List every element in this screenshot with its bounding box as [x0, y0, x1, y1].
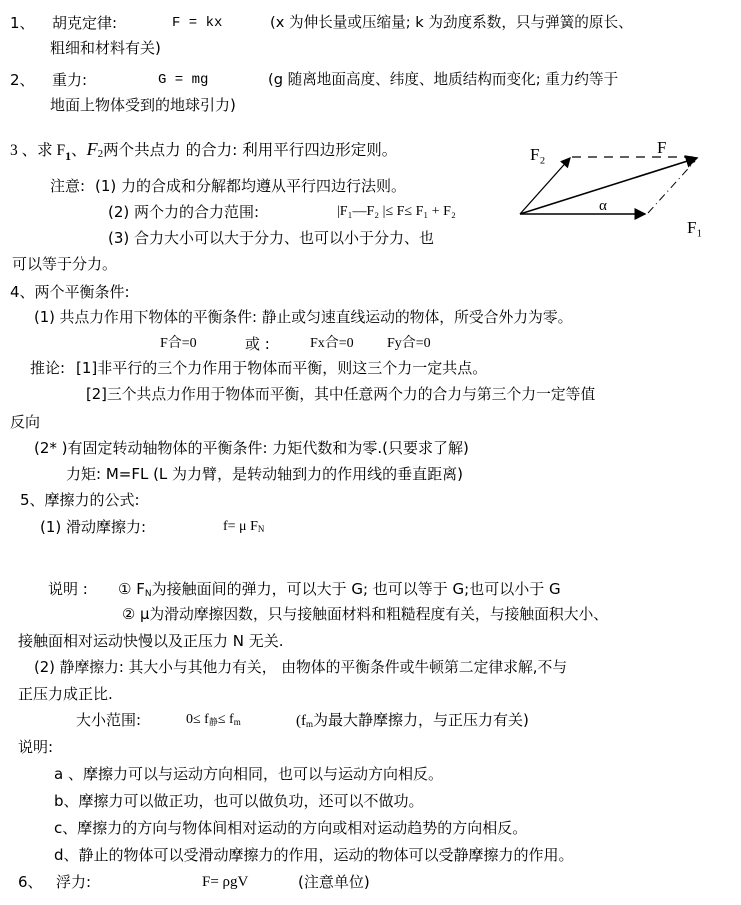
section-title: 胡克定律: [52, 14, 118, 32]
section-number: 1、 [10, 14, 35, 32]
condition-2: (2* )有固定转动轴物体的平衡条件: 力矩代数和为零.(只要求了解) [34, 439, 469, 457]
note-3: (3) 合力大小可以大于分力、也可以小于分力、也 [108, 229, 435, 247]
equation-y: Fy合=0 [387, 336, 431, 351]
formula-note-cont: 粗细和材料有关) [50, 39, 161, 57]
note-item: c、摩擦力的方向与物体间相对运动的方向或相对运动趋势的方向相反。 [54, 819, 528, 837]
section-title: 4、两个平衡条件: [10, 283, 130, 301]
explain-2-cont: 接触面相对运动快慢以及正压力 N 无关. [18, 632, 284, 650]
notes-label: 说明: [18, 738, 54, 756]
parallelogram-diagram [500, 125, 741, 255]
condition-1: (1) 共点力作用下物体的平衡条件: 静止或匀速直线运动的物体，所受合外力为零。 [34, 309, 573, 326]
formula: F = kx [172, 15, 223, 31]
moment-definition: 力矩: M=FL (L 为力臂，是转动轴到力的作用线的垂直距离) [66, 465, 463, 483]
explain-2: ② μ为滑动摩擦因数，只与接触面材料和粗糙程度有关，与接触面积大小、 [122, 606, 609, 623]
equation-sum: F合=0 [160, 336, 197, 351]
note-label: 注意: [50, 177, 86, 195]
formula: F= ρgV [202, 874, 249, 890]
range-note: ($f_m$为最大静摩擦力，与正压力有关) [296, 711, 529, 729]
equation-or: 或 : [245, 335, 270, 353]
section-number: 2、 [10, 71, 35, 89]
corollary-2: [2]三个共点力作用于物体而平衡，其中任意两个力的合力与第三个力一定等值 [86, 386, 596, 403]
label-f: F [657, 138, 667, 157]
explain-1: ① $F_N$为接触面间的弹力，可以大于 G; 也可以等于 G;也可以小于 G [118, 580, 561, 599]
formula-note: (注意单位) [298, 873, 370, 891]
static-friction: (2) 静摩擦力: 其大小与其他力有关， 由物体的平衡条件或牛顿第二定律求解,不与 [34, 659, 568, 676]
note-3-cont: 可以等于分力。 [12, 255, 118, 273]
corollary-2-cont: 反向 [10, 413, 41, 431]
range-formula: $0\le f_静\le f_m$ [186, 712, 241, 727]
explain-label: 说明 : [48, 580, 88, 598]
formula: G = mg [158, 72, 209, 88]
equation-x: Fx合=0 [310, 336, 354, 351]
section-title: 5、摩擦力的公式: [20, 491, 140, 509]
section-title: 重力: [52, 71, 88, 89]
label-f1: F₁ [687, 218, 703, 237]
kinetic-friction-formula: f= μ $F_N$ [223, 519, 265, 534]
section-title: 3 、求 $F_1$、$F_2$两个共点力 的合力: 利用平行四边形定则。 [10, 139, 398, 163]
static-friction-cont: 正压力成正比. [18, 685, 113, 703]
note-1: (1) 力的合成和分解都均遵从平行四边行法则。 [95, 177, 407, 195]
corollary-1: [1]非平行的三个力作用于物体而平衡，则这三个力一定共点。 [76, 359, 488, 377]
section-number: 6、 [18, 873, 43, 891]
section-title: 浮力: [56, 873, 92, 891]
label-f2: F₂ [530, 145, 546, 164]
note-2-formula: |F₁—F₂ |≤ F≤ F₁ + F₂ [337, 204, 456, 219]
note-item: d、静止的物体可以受滑动摩擦力的作用，运动的物体可以受静摩擦力的作用。 [54, 846, 574, 864]
label-alpha: α [599, 198, 607, 214]
kinetic-friction-label: (1) 滑动摩擦力: [40, 518, 147, 536]
formula-note-cont: 地面上物体受到的地球引力) [50, 96, 236, 114]
note-item: b、摩擦力可以做正功，也可以做负功，还可以不做功。 [54, 792, 424, 810]
note-2-label: (2) 两个力的合力范围: [108, 203, 260, 221]
range-label: 大小范围: [76, 711, 142, 729]
formula-note: (x 为伸长量或压缩量; k 为劲度系数，只与弹簧的原长、 [270, 14, 633, 31]
corollary-label: 推论: [30, 359, 66, 377]
formula-note: (g 随离地面高度、纬度、地质结构而变化; 重力约等于 [268, 71, 619, 88]
note-item: a 、摩擦力可以与运动方向相同，也可以与运动方向相反。 [54, 765, 443, 783]
